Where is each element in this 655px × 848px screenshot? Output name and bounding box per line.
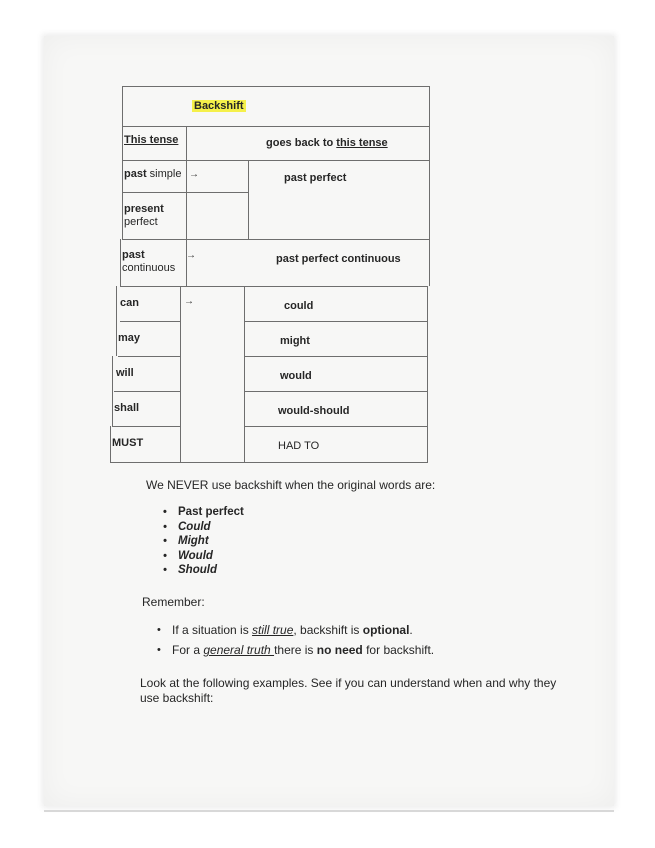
row-past-continuous: past continuous (122, 249, 176, 274)
list-item: • Could (163, 520, 244, 535)
list-item: • If a situation is still true, backshift is optional. (157, 622, 434, 638)
result-would-should: would-should (278, 405, 350, 417)
row-past-simple: past simple (124, 168, 182, 180)
header-this-tense: This tense (124, 134, 179, 146)
list-item: • Would (163, 549, 244, 564)
row-shall: shall (114, 402, 140, 414)
backshift-table (110, 86, 430, 462)
list-item: • Should (163, 563, 244, 578)
result-past-perfect: past perfect (284, 172, 347, 184)
row-may: may (118, 332, 141, 344)
remember-list (157, 622, 434, 658)
never-list (163, 505, 244, 578)
closing-line-2: use backshift: (140, 691, 214, 705)
never-intro: We NEVER use backshift when the original words are: (146, 478, 436, 492)
list-item: • Might (163, 534, 244, 549)
header-goes-back: goes back to this tense (266, 137, 388, 149)
row-will: will (116, 367, 134, 379)
remember-label: Remember: (142, 595, 205, 609)
closing-line-1: Look at the following examples. See if you can understand when and why they (140, 676, 557, 690)
result-might: might (280, 335, 310, 347)
row-present-perfect: present perfect (124, 203, 164, 228)
table-title: Backshift (194, 100, 244, 112)
row-must: MUST (112, 437, 144, 449)
result-would: would (280, 370, 312, 382)
arrow-icon: → (189, 169, 199, 180)
arrow-icon: → (186, 250, 196, 261)
list-item: • For a general truth there is no need for backshift. (157, 642, 434, 658)
list-item: • Past perfect (163, 505, 244, 520)
result-past-perfect-continuous: past perfect continuous (276, 253, 401, 265)
row-can: can (120, 297, 139, 309)
result-had-to: HAD TO (278, 440, 320, 452)
arrow-icon: → (184, 296, 194, 307)
result-could: could (284, 300, 314, 312)
